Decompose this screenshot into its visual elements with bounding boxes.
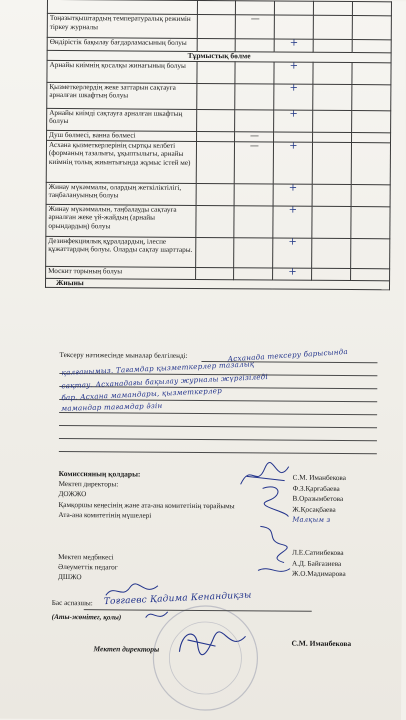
note-line — [59, 451, 377, 454]
handwritten-note: сақтау. Асханадағы бақылау журналы жүргізіледі — [61, 372, 269, 391]
row-label: Өндірістік бақылау бағдарламасының болуы — [47, 37, 197, 51]
table-row — [47, 13, 391, 39]
handwritten-mark: + — [289, 60, 299, 72]
row-mark-cell — [274, 110, 313, 132]
row-mark-cell — [274, 62, 313, 84]
row-mark-cell — [273, 184, 312, 206]
signature-scribble — [254, 520, 294, 578]
name-signature-caption: (Аты-жөнітег, қолы) — [51, 612, 122, 622]
row-mark-cell — [196, 83, 235, 109]
row-mark-cell — [235, 183, 274, 205]
head-cook-name: Тоғгаевс Қадима Кенандиқзы — [103, 590, 252, 608]
handwritten-mark: + — [288, 266, 297, 278]
row-mark-cell — [351, 184, 390, 206]
director-name: С.М. Иманбекова — [291, 638, 352, 649]
row-mark-cell — [195, 267, 234, 279]
row-mark-cell — [196, 109, 235, 131]
notes-caption: Тексеру нәтижесінде мыналар белгіленді: — [59, 351, 188, 360]
checklist-table — [45, 0, 392, 290]
member-name: С.М. Иманбекова — [292, 473, 346, 483]
row-mark-cell — [351, 238, 390, 268]
row-mark-cell — [352, 110, 391, 132]
director-label: Мектеп директоры — [93, 644, 160, 654]
member-name: Л.Е.Сатиибекова — [292, 548, 344, 557]
member-name: В.Оразымбетова — [292, 494, 344, 504]
commission-title: Комиссияның қолдары: — [58, 469, 141, 479]
row-mark-cell — [351, 142, 390, 184]
row-mark-cell — [196, 131, 235, 141]
role-label: Ата-ана комитетінің мүшелері — [58, 510, 152, 520]
row-mark-cell — [314, 1, 353, 15]
member-name: Ж.Қосақбаева — [292, 505, 336, 514]
total-row — [45, 278, 389, 290]
signature-scribble — [258, 480, 294, 520]
row-mark-cell — [352, 40, 391, 53]
row-mark-cell — [312, 206, 351, 238]
commission-roles — [58, 469, 234, 521]
member-name: Ж.О.Мадимарова — [291, 569, 346, 579]
row-mark-cell — [195, 205, 234, 237]
note-line — [59, 412, 377, 415]
row-mark-cell — [275, 1, 314, 15]
row-label: Тоңазытқыштардың температуралық режимін тіркеу журналы — [47, 13, 197, 38]
row-mark-cell — [275, 39, 314, 52]
handwritten-mark: + — [289, 108, 298, 120]
row-mark-cell — [235, 109, 274, 131]
row-label: Москит торының болуы — [46, 266, 196, 279]
table-row — [46, 182, 390, 206]
handwritten-note: Асханада тексеру барысында — [227, 346, 349, 364]
staff-roles — [58, 552, 118, 583]
row-mark-cell — [312, 268, 351, 280]
row-mark-cell — [273, 206, 312, 238]
row-mark-cell — [234, 205, 273, 237]
row-mark-cell — [197, 38, 236, 51]
row-mark-cell — [313, 84, 352, 110]
commission-names — [292, 473, 346, 526]
table-row — [46, 236, 390, 268]
row-mark-cell — [235, 141, 274, 183]
handwritten-mark: + — [289, 82, 298, 94]
row-mark-cell — [313, 15, 352, 39]
role-label: Қамқоршы кеңесінің және ата-ана комитетінің төрайымы — [58, 500, 235, 510]
row-mark-cell — [196, 141, 235, 183]
row-mark-cell — [351, 268, 390, 280]
row-label: Душ бөлмесі, ванна бөлмесі — [47, 130, 197, 141]
row-mark-cell — [313, 39, 352, 52]
row-mark-cell — [273, 268, 312, 280]
row-mark-cell — [196, 183, 235, 205]
row-label: Асхана қызметкерлерінің сыртқы келбеті (форманың тазалығы, ұқыптылығы, арнайы киімнің толық жиынтығында жұмыс істей ме) — [46, 140, 196, 183]
role-label: Әлеуметтік педагог — [58, 563, 118, 572]
member-name: А.Д. Байғазиева — [292, 559, 342, 568]
note-line — [59, 438, 377, 441]
row-mark-cell — [197, 0, 236, 14]
member-name: Ф.З.Қарғабаева — [292, 484, 340, 493]
row-mark-cell — [274, 142, 313, 184]
handwritten-mark: + — [289, 37, 299, 49]
row-mark-cell — [313, 110, 352, 132]
row-mark-cell — [197, 61, 236, 83]
staff-names — [292, 548, 346, 580]
row-label: Арнайы киімнің қосалқы жинағының болуы — [47, 60, 197, 83]
row-mark-cell — [352, 84, 391, 110]
handwritten-mark: — — [250, 14, 260, 25]
role-label: Мектеп медбикесі — [58, 553, 114, 562]
handwritten-note: бар. Асхана мамандары, қызметкерлер — [61, 385, 223, 403]
handwritten-note: қалғанымыз. Тағамдар қызметкерлер тазалық — [61, 359, 255, 378]
handwritten-mark: + — [288, 204, 298, 216]
row-label: Қызметкерлердің жеке заттарын сақтауға арналған шкафтың болуы — [47, 82, 197, 109]
round-stamp — [145, 598, 266, 719]
row-mark-cell — [352, 62, 391, 84]
row-label: Дезинфекциялық құралдардың, ілеспе құжаттардың болуы. Оларды сақтау шарттары. — [46, 236, 196, 267]
row-mark-cell — [351, 206, 390, 238]
row-mark-cell — [234, 267, 273, 279]
table-row — [47, 82, 391, 110]
table-row — [47, 108, 391, 132]
row-mark-cell — [353, 2, 392, 16]
note-line — [59, 425, 377, 428]
row-mark-cell — [197, 14, 236, 38]
row-mark-cell — [236, 39, 275, 52]
handwritten-mark: — — [249, 130, 260, 141]
inspection-notes — [59, 346, 378, 413]
handwritten-mark: + — [288, 236, 297, 248]
row-mark-cell — [236, 1, 275, 15]
row-mark-cell — [273, 238, 312, 268]
handwritten-mark: + — [289, 140, 298, 152]
row-mark-cell — [274, 84, 313, 110]
row-mark-cell — [195, 237, 234, 267]
role-label: ДШЖО — [57, 573, 82, 582]
row-mark-cell — [235, 61, 274, 83]
row-mark-cell — [313, 132, 352, 142]
row-mark-cell — [352, 132, 391, 142]
handwritten-note: мамандар тағамдар ӛзін — [61, 400, 163, 413]
row-mark-cell — [312, 142, 351, 184]
head-cook-label: Бас аспазшы: — [51, 598, 93, 608]
row-label: Жинау мүкәммалын, таңбалауды сақтауға арналған жеке үй-жайдың (арнайы орындардың) болуы — [46, 204, 196, 237]
table-row — [46, 140, 390, 184]
row-mark-cell — [352, 16, 391, 40]
member-name-handwritten: Малқым з — [292, 516, 331, 525]
role-label: Мектеп директоры: — [58, 480, 119, 489]
section-title: Тұрмыстық бөлме — [47, 50, 391, 62]
handwritten-mark: — — [249, 140, 259, 151]
table-row — [46, 204, 390, 238]
row-label — [47, 0, 197, 14]
row-mark-cell — [234, 237, 273, 267]
row-mark-cell — [313, 62, 352, 84]
row-label: Арнайы киімді сақтауға арналған шкафтың болуы — [47, 108, 197, 131]
total-label: Жиыны — [45, 278, 389, 290]
table-row — [47, 60, 391, 84]
row-mark-cell — [312, 238, 351, 268]
row-mark-cell — [236, 15, 275, 39]
role-label: ДОЖЖО — [58, 490, 87, 499]
handwritten-mark: + — [288, 182, 298, 194]
row-mark-cell — [275, 15, 314, 39]
row-label: Жинау мүкәммалы, олардың жеткіліктілігі, таңбалануының болуы — [46, 182, 196, 205]
row-mark-cell — [235, 83, 274, 109]
row-mark-cell — [312, 184, 351, 206]
